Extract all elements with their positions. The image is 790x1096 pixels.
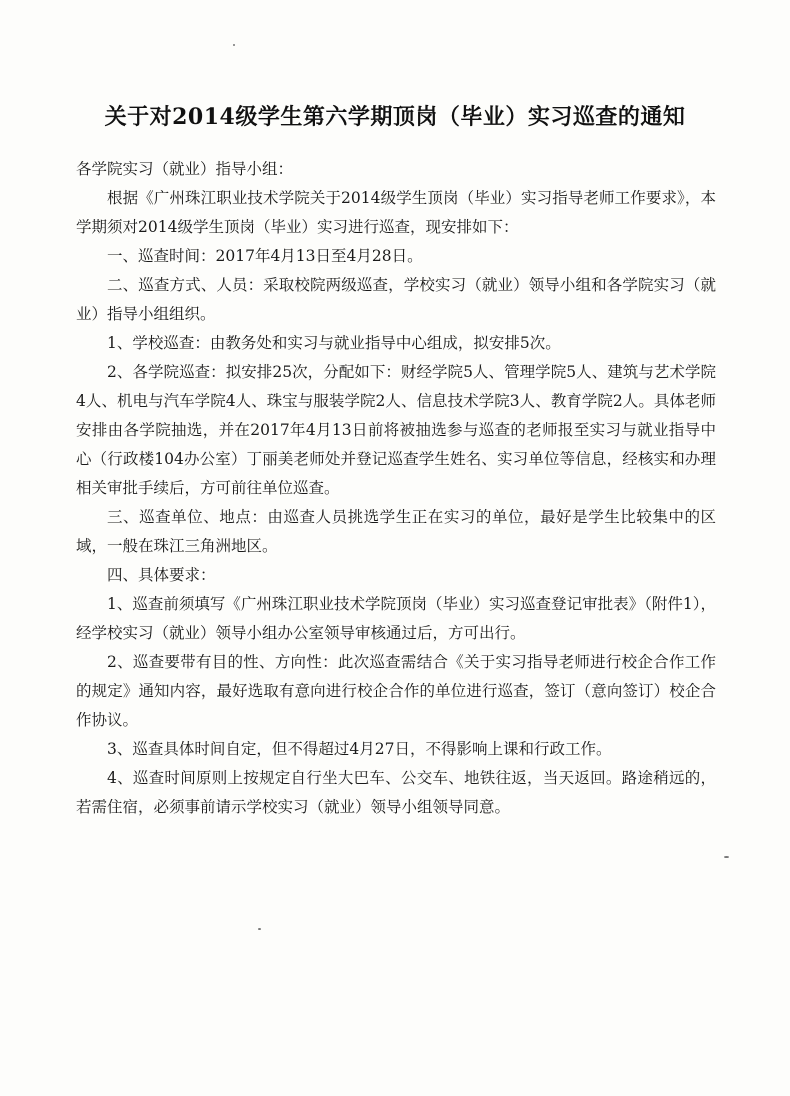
paragraph-requirements-heading: 四、具体要求：: [107, 566, 216, 584]
notice-title: 关于对2014级学生第六学期顶岗（毕业）实习巡查的通知: [104, 104, 686, 130]
paragraph-college-inspection: 2、各学院巡查：拟安排25次，分配如下：财经学院5人、管理学院5人、建筑与艺术学院4人、机电与汽车学院4人、珠宝与服装学院2人、信息技术学院3人、教育学院2人。具体老师安排由各学院抽选，并在2017年4月13日前将被抽选参与巡查的老师报至实习与就业指导中心（行政楼104办公室）丁丽美老师处并登记巡查学生姓名、实习单位等信息，经核实和办理相关审批手续后，方可前往单位巡查。: [76, 363, 716, 497]
paragraph-requirement-3: 3、巡查具体时间自定，但不得超过4月27日，不得影响上课和行政工作。: [107, 740, 612, 758]
paragraph-requirement-2: 2、巡查要带有目的性、方向性：此次巡查需结合《关于实习指导老师进行校企合作工作的规定》通知内容，最好选取有意向进行校企合作的单位进行巡查，签订（意向签订）校企合作协议。: [76, 653, 716, 729]
paragraph-requirement-1: 1、巡查前须填写《广州珠江职业技术学院顶岗（毕业）实习巡查登记审批表》（附件1），经学校实习（就业）领导小组办公室领导审核通过后，方可出行。: [76, 595, 716, 642]
scan-speck: [258, 928, 261, 930]
scan-speck: [233, 44, 235, 46]
paragraph-method: 二、巡查方式、人员：采取校院两级巡查，学校实习（就业）领导小组和各学院实习（就业）指导小组组织。: [76, 276, 716, 323]
salutation: 各学院实习（就业）指导小组：: [76, 160, 294, 178]
paragraph-school-inspection: 1、学校巡查：由教务处和实习与就业指导中心组成，拟安排5次。: [107, 334, 561, 352]
paragraph-requirement-4: 4、巡查时间原则上按规定自行坐大巴车、公交车、地铁往返，当天返回。路途稍远的，若需住宿，必须事前请示学校实习（就业）领导小组领导同意。: [76, 769, 716, 816]
paragraph-time: 一、巡查时间：2017年4月13日至4月28日。: [107, 247, 423, 265]
scan-speck: [724, 856, 729, 858]
paragraph-intro: 根据《广州珠江职业技术学院关于2014级学生顶岗（毕业）实习指导老师工作要求》，本学期须对2014级学生顶岗（毕业）实习进行巡查，现安排如下：: [76, 189, 716, 236]
paragraph-location: 三、巡查单位、地点：由巡查人员挑选学生正在实习的单位，最好是学生比较集中的区域，一般在珠江三角洲地区。: [76, 508, 716, 555]
notice-body: [76, 155, 716, 822]
